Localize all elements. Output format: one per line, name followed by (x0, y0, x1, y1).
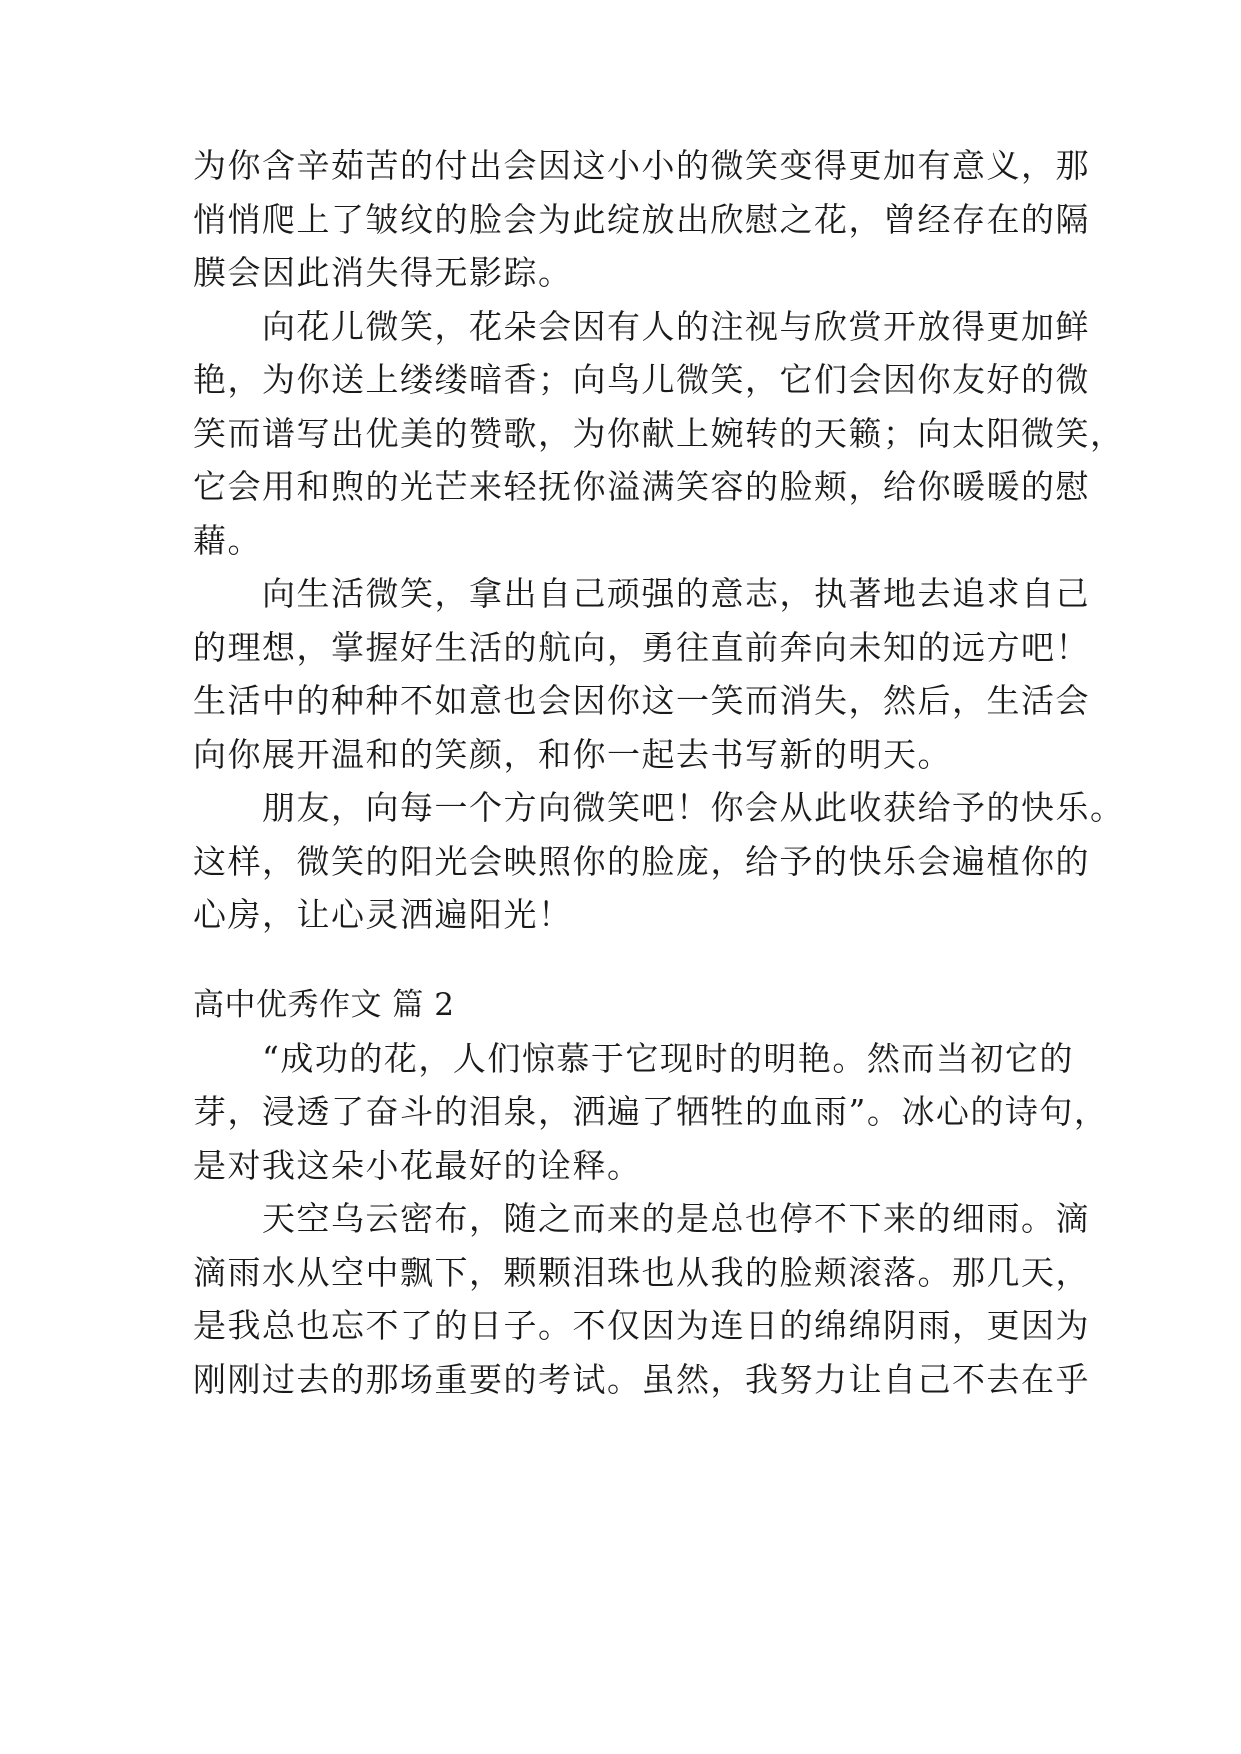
paragraph-line: 天空乌云密布，随之而来的是总也停不下来的细雨。滴 (193, 1199, 1090, 1238)
paragraph-line: 笑而谱写出优美的赞歌，为你献上婉转的天籁；向太阳微笑， (193, 414, 1125, 453)
paragraph-line: 向花儿微笑，花朵会因有人的注视与欣赏开放得更加鲜 (193, 307, 1090, 346)
paragraph-line: 朋友，向每一个方向微笑吧！你会从此收获给予的快乐。 (193, 788, 1125, 827)
paragraph-line: 芽，浸透了奋斗的泪泉，洒遍了牺牲的血雨”。冰心的诗句， (193, 1092, 1109, 1131)
paragraph-line: 是对我这朵小花最好的诠释。 (193, 1146, 642, 1185)
paragraph-line: “成功的花，人们惊慕于它现时的明艳。然而当初它的 (193, 1039, 1074, 1078)
paragraph-line: 生活中的种种不如意也会因你这一笑而消失，然后，生活会 (193, 681, 1090, 720)
paragraph-line: 刚刚过去的那场重要的考试。虽然，我努力让自己不去在乎 (193, 1360, 1090, 1399)
paragraph-line: 向你展开温和的笑颜，和你一起去书写新的明天。 (193, 735, 952, 774)
paragraph-line: 向生活微笑，拿出自己顽强的意志，执著地去追求自己 (193, 574, 1090, 613)
paragraph-line: 悄悄爬上了皱纹的脸会为此绽放出欣慰之花，曾经存在的隔 (193, 200, 1090, 239)
section-heading: 高中优秀作文 篇 2 (193, 987, 455, 1023)
paragraph-line: 艳，为你送上缕缕暗香；向鸟儿微笑，它们会因你友好的微 (193, 360, 1090, 399)
paragraph-line: 它会用和煦的光芒来轻抚你溢满笑容的脸颊，给你暖暖的慰 (193, 467, 1090, 506)
paragraph-line: 藉。 (193, 521, 262, 560)
paragraph-line: 的理想，掌握好生活的航向，勇往直前奔向未知的远方吧！ (193, 628, 1090, 667)
paragraph-line: 是我总也忘不了的日子。不仅因为连日的绵绵阴雨，更因为 (193, 1306, 1090, 1345)
paragraph-line: 这样，微笑的阳光会映照你的脸庞，给予的快乐会遍植你的 (193, 842, 1090, 881)
paragraph-line: 滴雨水从空中飘下，颗颗泪珠也从我的脸颊滚落。那几天， (193, 1253, 1090, 1292)
paragraph-line: 为你含辛茹苦的付出会因这小小的微笑变得更加有意义，那 (193, 146, 1090, 185)
paragraph-line: 心房，让心灵洒遍阳光！ (193, 895, 573, 934)
paragraph-line: 膜会因此消失得无影踪。 (193, 253, 573, 292)
